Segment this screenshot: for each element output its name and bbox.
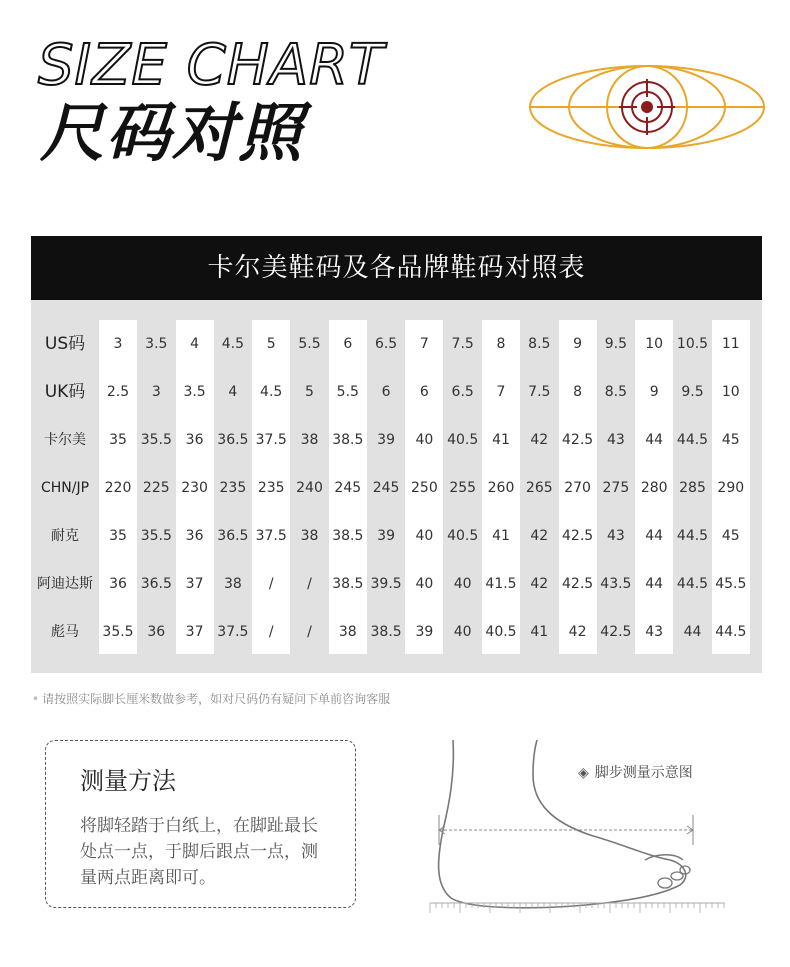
table-cell: 3.5 (145, 336, 168, 352)
table-cell: 8 (496, 336, 506, 352)
table-cell: 38 (300, 528, 319, 544)
row-label: CHN/JP (40, 480, 90, 496)
table-cell: 44 (645, 432, 664, 448)
table-cell: 41 (530, 624, 549, 640)
table-row (31, 608, 762, 656)
table-row (31, 560, 762, 608)
table-cell: 42.5 (600, 624, 632, 640)
table-cell: 35 (109, 528, 127, 544)
table-cell: 6 (381, 384, 391, 400)
foot-measure-illustration (425, 735, 740, 915)
row-label: 耐克 (51, 528, 79, 544)
table-cell: 9 (573, 336, 583, 352)
table-cell: 44 (683, 624, 702, 640)
table-cell: 44 (645, 528, 664, 544)
table-cell: 37 (185, 576, 204, 592)
table-cell: 8.5 (528, 336, 551, 352)
table-cell: 39 (415, 624, 434, 640)
table-cell: 44.5 (676, 576, 709, 592)
table-cell: 4.5 (221, 336, 245, 352)
table-cell: 245 (372, 480, 400, 496)
row-label: 阿迪达斯 (37, 576, 93, 592)
table-cell: 9 (649, 384, 659, 400)
table-cell: 42 (530, 576, 549, 592)
table-cell: 280 (640, 480, 668, 496)
table-cell: 44.5 (676, 528, 709, 544)
target-logo-icon (528, 64, 766, 150)
table-row (31, 368, 762, 416)
table-cell: 9.5 (681, 384, 704, 400)
table-cell: 38.5 (370, 624, 402, 640)
table-cell: 43 (606, 528, 625, 544)
title-english: SIZE CHART (38, 33, 385, 98)
table-cell: / (307, 576, 312, 592)
table-row (31, 464, 762, 512)
table-cell: 42 (568, 624, 587, 640)
table-cell: 39 (377, 528, 395, 544)
title-chinese: 尺码对照 (40, 97, 304, 171)
table-cell: 42 (530, 528, 549, 544)
table-cell: 36 (147, 624, 166, 640)
table-cell: 7 (496, 384, 506, 400)
size-table-body (31, 320, 762, 656)
table-cell: 42.5 (562, 576, 594, 592)
table-cell: 2.5 (106, 384, 130, 400)
table-cell: 45.5 (715, 576, 747, 592)
table-cell: 3.5 (183, 384, 206, 400)
table-cell: 40 (453, 576, 472, 592)
table-cell: 40.5 (447, 432, 479, 448)
table-cell: 250 (411, 480, 438, 496)
table-cell: 4 (228, 384, 238, 400)
table-header: 卡尔美鞋码及各品牌鞋码对照表 (31, 236, 762, 300)
method-text: 将脚轻踏于白纸上，在脚趾最长处点一点，于脚后跟点一点，测量两点距离即可。 (80, 816, 318, 888)
table-cell: 36 (109, 576, 127, 592)
table-cell: 6.5 (374, 336, 398, 352)
size-chart-table (31, 236, 762, 673)
table-cell: 5.5 (336, 384, 359, 400)
table-cell: 36.5 (140, 576, 172, 592)
row-label: US码 (44, 334, 86, 354)
table-cell: 285 (679, 480, 706, 496)
table-cell: 42.5 (562, 528, 594, 544)
table-cell: 40 (415, 528, 434, 544)
table-cell: 230 (181, 480, 208, 496)
table-cell: 3 (113, 336, 123, 352)
table-cell: 220 (104, 480, 132, 496)
table-cell: 225 (142, 480, 170, 496)
table-cell: 6 (419, 384, 429, 400)
table-cell: 275 (602, 480, 630, 496)
table-cell: 9.5 (604, 336, 628, 352)
table-cell: 37.5 (255, 432, 287, 448)
size-note (32, 690, 390, 707)
table-cell: 8.5 (604, 384, 628, 400)
table-cell: 235 (257, 480, 285, 496)
table-cell: 43.5 (600, 576, 632, 592)
table-cell: 35.5 (140, 528, 172, 544)
table-cell: 44.5 (676, 432, 709, 448)
table-cell: 3 (151, 384, 161, 400)
table-cell: 38.5 (332, 432, 364, 448)
diagram-label: 脚步测量示意图 (594, 765, 693, 781)
table-cell: 40 (415, 432, 434, 448)
table-cell: 10.5 (676, 336, 709, 352)
table-row (31, 512, 762, 560)
table-cell: 260 (487, 480, 515, 496)
table-cell: 45 (721, 432, 740, 448)
table-cell: 40.5 (447, 528, 479, 544)
table-cell: 40.5 (485, 624, 517, 640)
table-cell: 7 (419, 336, 429, 352)
table-row (31, 320, 762, 368)
table-cell: 41 (492, 528, 510, 544)
table-cell: 36 (185, 528, 204, 544)
note-text: 请按照实际脚长厘米数做参考，如对尺码仍有疑问下单前咨询客服 (42, 692, 391, 706)
table-cell: 255 (449, 480, 477, 496)
table-cell: 6 (343, 336, 353, 352)
table-cell: 4 (190, 336, 200, 352)
table-cell: 39.5 (370, 576, 402, 592)
row-label: UK码 (44, 382, 86, 402)
table-cell: / (307, 624, 312, 640)
table-cell: 37.5 (255, 528, 287, 544)
table-cell: 43 (645, 624, 664, 640)
table-cell: 38 (300, 432, 319, 448)
table-cell: 44 (645, 576, 664, 592)
table-cell: 7.5 (528, 384, 551, 400)
table-cell: 40 (415, 576, 434, 592)
table-cell: 6.5 (451, 384, 474, 400)
table-cell: 38.5 (332, 528, 364, 544)
table-cell: 36.5 (217, 432, 249, 448)
table-cell: 45 (721, 528, 740, 544)
table-cell: 8 (573, 384, 583, 400)
table-row (31, 416, 762, 464)
method-title: 测量方法 (80, 767, 176, 795)
measure-method-box (45, 740, 356, 908)
table-cell: 41 (492, 432, 510, 448)
table-cell: 11 (721, 336, 740, 352)
table-cell: 10 (721, 384, 740, 400)
table-cell: 5 (266, 336, 276, 352)
table-cell: 38 (338, 624, 357, 640)
table-cell: / (268, 624, 274, 640)
table-cell: 4.5 (260, 384, 283, 400)
table-cell: 44.5 (715, 624, 747, 640)
table-cell: 38.5 (332, 576, 364, 592)
table-cell: 270 (564, 480, 591, 496)
table-cell: 36.5 (217, 528, 249, 544)
bullet-icon: • (32, 692, 40, 706)
table-cell: 235 (219, 480, 247, 496)
table-cell: 5.5 (298, 336, 321, 352)
table-cell: 35.5 (140, 432, 172, 448)
row-label: 卡尔美 (44, 432, 86, 448)
table-cell: 36 (185, 432, 204, 448)
row-label: 彪马 (51, 624, 79, 640)
table-cell: 37.5 (217, 624, 249, 640)
table-cell: 5 (305, 384, 314, 400)
table-cell: 35.5 (102, 624, 134, 640)
table-cell: 245 (334, 480, 362, 496)
table-cell: 37 (185, 624, 204, 640)
table-cell: 42.5 (562, 432, 594, 448)
table-cell: 290 (717, 480, 745, 496)
table-cell: 43 (606, 432, 625, 448)
table-cell: 38 (223, 576, 242, 592)
table-cell: 39 (377, 432, 395, 448)
table-cell: 41.5 (485, 576, 517, 592)
table-cell: 265 (525, 480, 553, 496)
table-cell: 40 (453, 624, 472, 640)
table-cell: / (268, 576, 274, 592)
table-cell: 240 (296, 480, 323, 496)
table-cell: 42 (530, 432, 549, 448)
table-cell: 7.5 (451, 336, 474, 352)
table-cell: 10 (645, 336, 664, 352)
crosshair-diamond-icon: ◈ (578, 765, 589, 781)
table-cell: 35 (109, 432, 127, 448)
